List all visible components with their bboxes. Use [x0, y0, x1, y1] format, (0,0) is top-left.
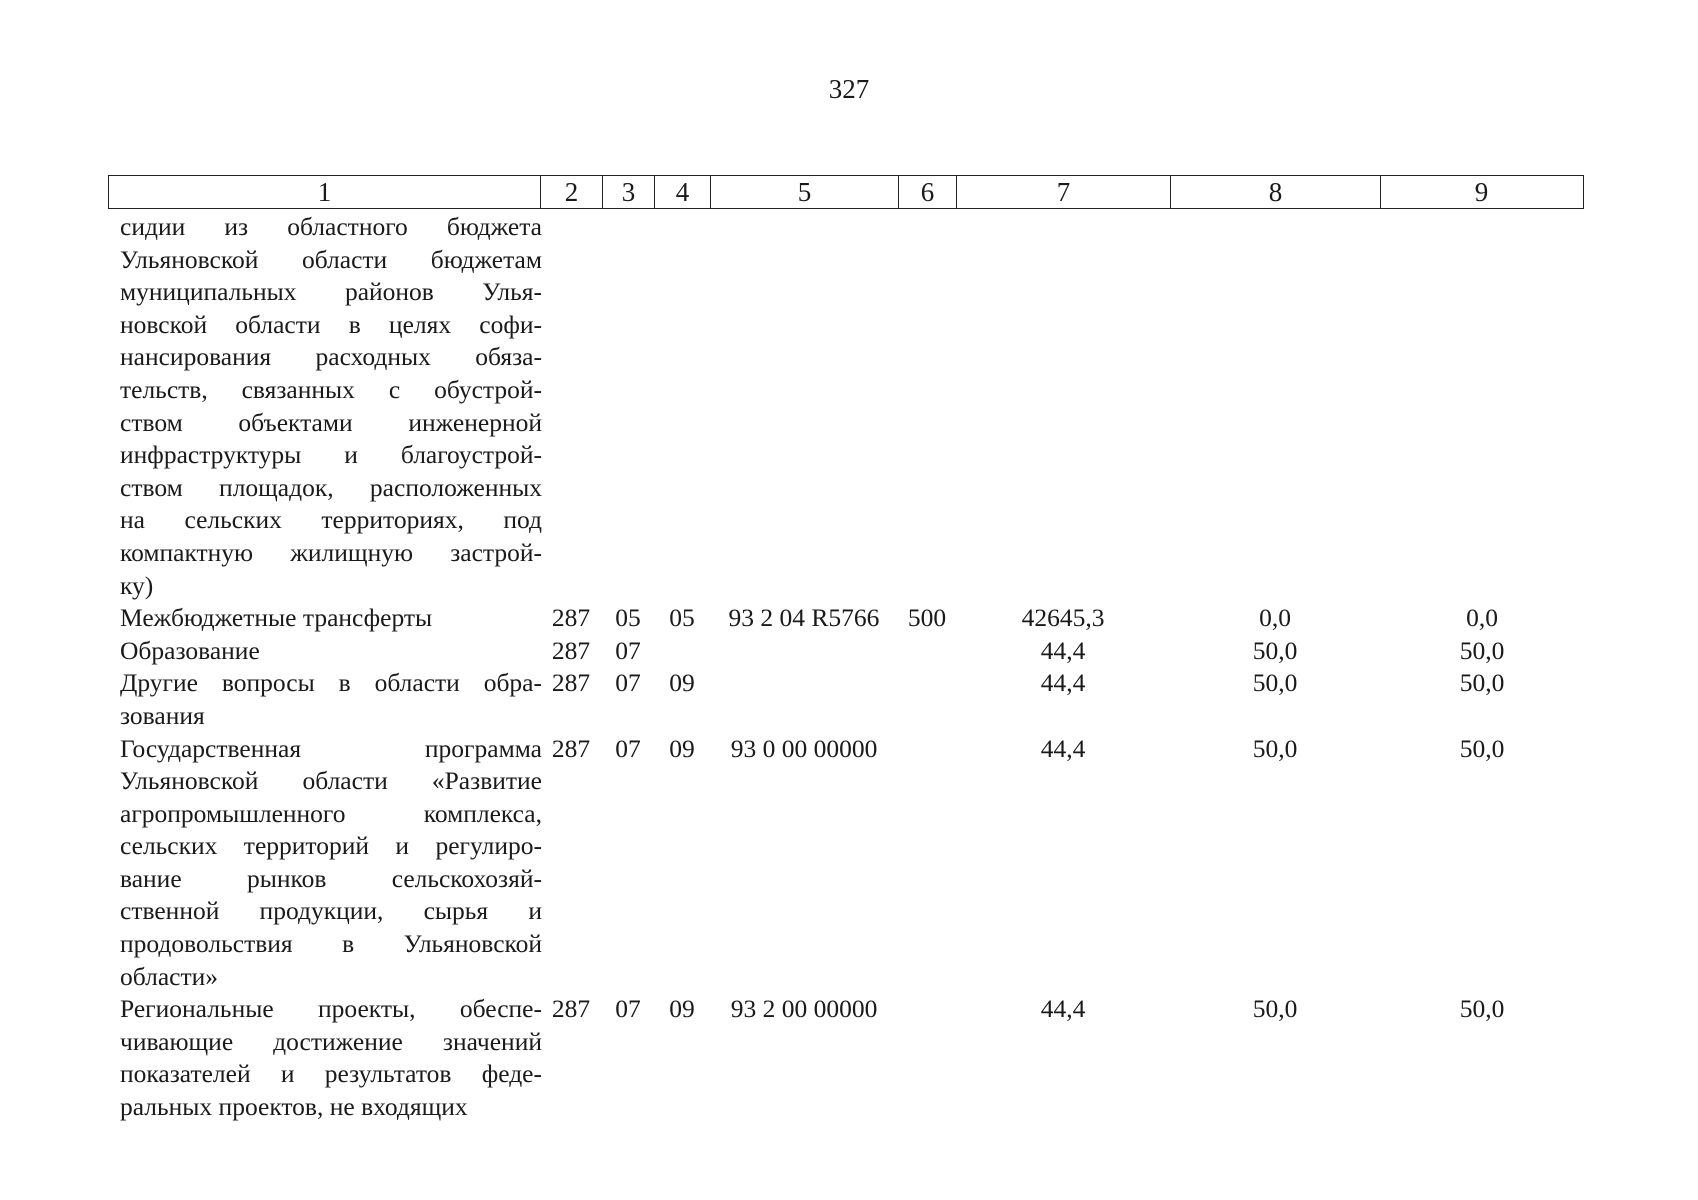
- description-line: области»: [120, 961, 218, 991]
- header-col-2: 2: [541, 176, 603, 208]
- description-line: сельских территорий и регулиро-: [120, 831, 542, 861]
- description-line: Межбюджетные трансферты: [120, 603, 433, 633]
- row-description: [120, 993, 542, 1123]
- table-row: [108, 993, 1584, 1123]
- cell-col-7: 44,4: [1040, 668, 1086, 698]
- row-description: [120, 635, 542, 668]
- description-line: чивающие достижение значений: [120, 1026, 542, 1056]
- cell-col-7: 44,4: [1040, 733, 1086, 763]
- page-number: 327: [828, 74, 870, 104]
- row-description: [120, 602, 542, 635]
- description-line: тельств, связанных с обустрой-: [120, 374, 542, 404]
- description-line: новской области в целях софи-: [120, 309, 542, 339]
- cell-col-5: 93 2 04 R5766: [728, 603, 880, 633]
- description-line: ку): [120, 570, 154, 600]
- cell-col-9: 50,0: [1459, 635, 1505, 665]
- cell-col-5: 93 2 00 00000: [730, 994, 878, 1024]
- table-row: [108, 733, 1584, 994]
- cell-col-3: 07: [615, 733, 641, 763]
- description-line: на сельских территориях, под: [120, 505, 542, 535]
- cell-col-2: 287: [551, 994, 591, 1024]
- description-line: агропромышленного комплекса,: [120, 798, 542, 828]
- cell-col-4: 09: [669, 994, 695, 1024]
- cell-col-8: 0,0: [1259, 603, 1291, 633]
- description-line: ством площадок, расположенных: [120, 472, 542, 502]
- table-header-row: [108, 175, 1584, 209]
- header-col-9: 9: [1474, 177, 1489, 207]
- cell-col-9: 50,0: [1459, 994, 1505, 1024]
- table-row: [108, 602, 1584, 635]
- cell-col-3: 07: [615, 635, 641, 665]
- description-line: муниципальных районов Улья-: [120, 277, 542, 307]
- description-line: инфраструктуры и благоустрой-: [120, 440, 542, 470]
- cell-col-4: 09: [669, 668, 695, 698]
- cell-col-9: 50,0: [1459, 668, 1505, 698]
- header-col-5: 5: [711, 176, 899, 208]
- description-line: ральных проектов, не входящих: [120, 1092, 468, 1122]
- cell-col-2: 287: [551, 668, 591, 698]
- description-line: Образование: [120, 635, 260, 665]
- description-line: нансирования расходных обяза-: [120, 342, 542, 372]
- table-row: [108, 211, 1584, 602]
- table-body: [108, 211, 1584, 1124]
- header-col-1: 1: [109, 176, 541, 208]
- cell-col-2: 287: [551, 635, 591, 665]
- cell-col-9: 50,0: [1459, 733, 1505, 763]
- description-line: Ульяновской области «Развитие: [120, 766, 542, 796]
- cell-col-7: 42645,3: [1021, 603, 1105, 633]
- description-line: Ульяновской области бюджетам: [120, 244, 542, 274]
- description-line: продовольствия в Ульяновской: [120, 929, 542, 959]
- table-row: [108, 635, 1584, 668]
- cell-col-8: 50,0: [1252, 668, 1298, 698]
- header-col-7: 7: [957, 176, 1171, 208]
- cell-col-3: 07: [615, 668, 641, 698]
- row-description: [120, 667, 542, 732]
- row-description: [120, 733, 542, 994]
- description-line: Государственная программа: [120, 733, 542, 763]
- cell-col-7: 44,4: [1040, 635, 1086, 665]
- header-col-3: 3: [603, 176, 655, 208]
- cell-col-3: 05: [615, 603, 641, 633]
- header-col-8: 8: [1171, 176, 1381, 208]
- cell-col-6: 500: [907, 603, 947, 633]
- description-line: компактную жилищную застрой-: [120, 537, 542, 567]
- table-row: [108, 667, 1584, 732]
- cell-col-8: 50,0: [1252, 635, 1298, 665]
- cell-col-8: 50,0: [1252, 733, 1298, 763]
- row-description: [120, 211, 542, 602]
- cell-col-2: 287: [551, 733, 591, 763]
- description-line: ством объектами инженерной: [120, 407, 542, 437]
- cell-col-9: 0,0: [1466, 603, 1498, 633]
- cell-col-5: 93 0 00 00000: [730, 733, 878, 763]
- cell-col-4: 05: [669, 603, 695, 633]
- description-line: Региональные проекты, обеспе-: [120, 994, 542, 1024]
- cell-col-4: 09: [669, 733, 695, 763]
- cell-col-8: 50,0: [1252, 994, 1298, 1024]
- cell-col-7: 44,4: [1040, 994, 1086, 1024]
- description-line: сидии из областного бюджета: [120, 212, 542, 241]
- header-col-4: 4: [655, 176, 711, 208]
- cell-col-3: 07: [615, 994, 641, 1024]
- description-line: зования: [120, 700, 205, 730]
- description-line: вание рынков сельскохозяй-: [120, 863, 542, 893]
- cell-col-2: 287: [551, 603, 591, 633]
- header-col-6: 6: [899, 176, 957, 208]
- description-line: Другие вопросы в области обра-: [120, 668, 542, 698]
- description-line: ственной продукции, сырья и: [120, 896, 542, 926]
- description-line: показателей и результатов феде-: [120, 1059, 542, 1089]
